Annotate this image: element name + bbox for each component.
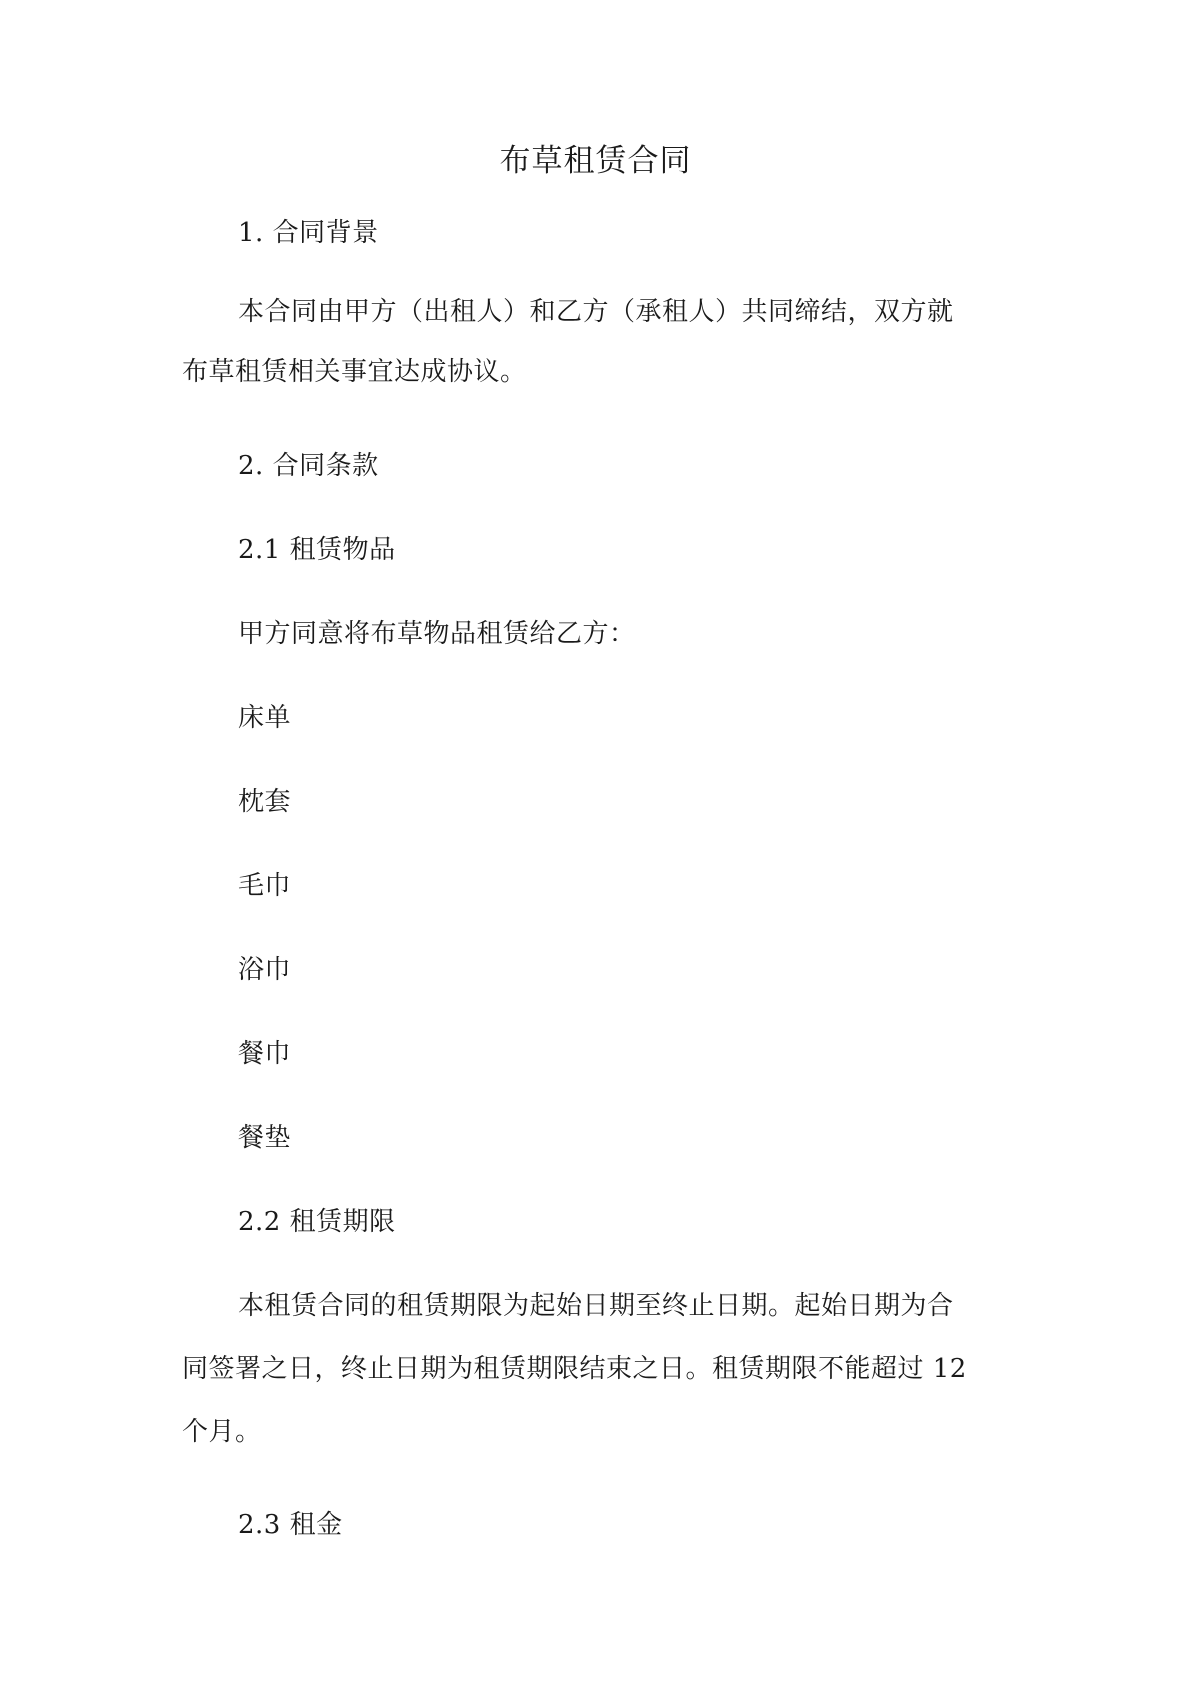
section-2-2-paragraph-line-2: 同签署之日，终止日期为租赁期限结束之日。租赁期限不能超过 12 bbox=[182, 1354, 967, 1384]
section-2-2-heading: 2.2 租赁期限 bbox=[238, 1207, 396, 1237]
list-item-placemat: 餐垫 bbox=[238, 1123, 292, 1153]
list-item-napkin: 餐巾 bbox=[238, 1039, 292, 1069]
section-2-2-paragraph-line-1: 本租赁合同的租赁期限为起始日期至终止日期。起始日期为合 bbox=[238, 1291, 954, 1321]
list-item-pillowcase: 枕套 bbox=[238, 787, 292, 817]
list-item-bath-towel: 浴巾 bbox=[238, 955, 292, 985]
section-1-paragraph-line-2: 布草租赁相关事宜达成协议。 bbox=[182, 357, 527, 387]
list-item-towel: 毛巾 bbox=[238, 871, 292, 901]
section-1-paragraph-line-1: 本合同由甲方（出租人）和乙方（承租人）共同缔结，双方就 bbox=[238, 297, 954, 327]
section-2-2-paragraph-line-3: 个月。 bbox=[182, 1417, 262, 1447]
section-2-1-intro: 甲方同意将布草物品租赁给乙方： bbox=[238, 619, 636, 649]
section-2-heading: 2. 合同条款 bbox=[238, 451, 379, 481]
section-2-1-heading: 2.1 租赁物品 bbox=[238, 535, 396, 565]
section-1-heading: 1. 合同背景 bbox=[238, 218, 379, 248]
list-item-bedsheet: 床单 bbox=[238, 703, 292, 733]
section-2-3-heading: 2.3 租金 bbox=[238, 1510, 343, 1540]
document-title: 布草租赁合同 bbox=[499, 143, 692, 179]
